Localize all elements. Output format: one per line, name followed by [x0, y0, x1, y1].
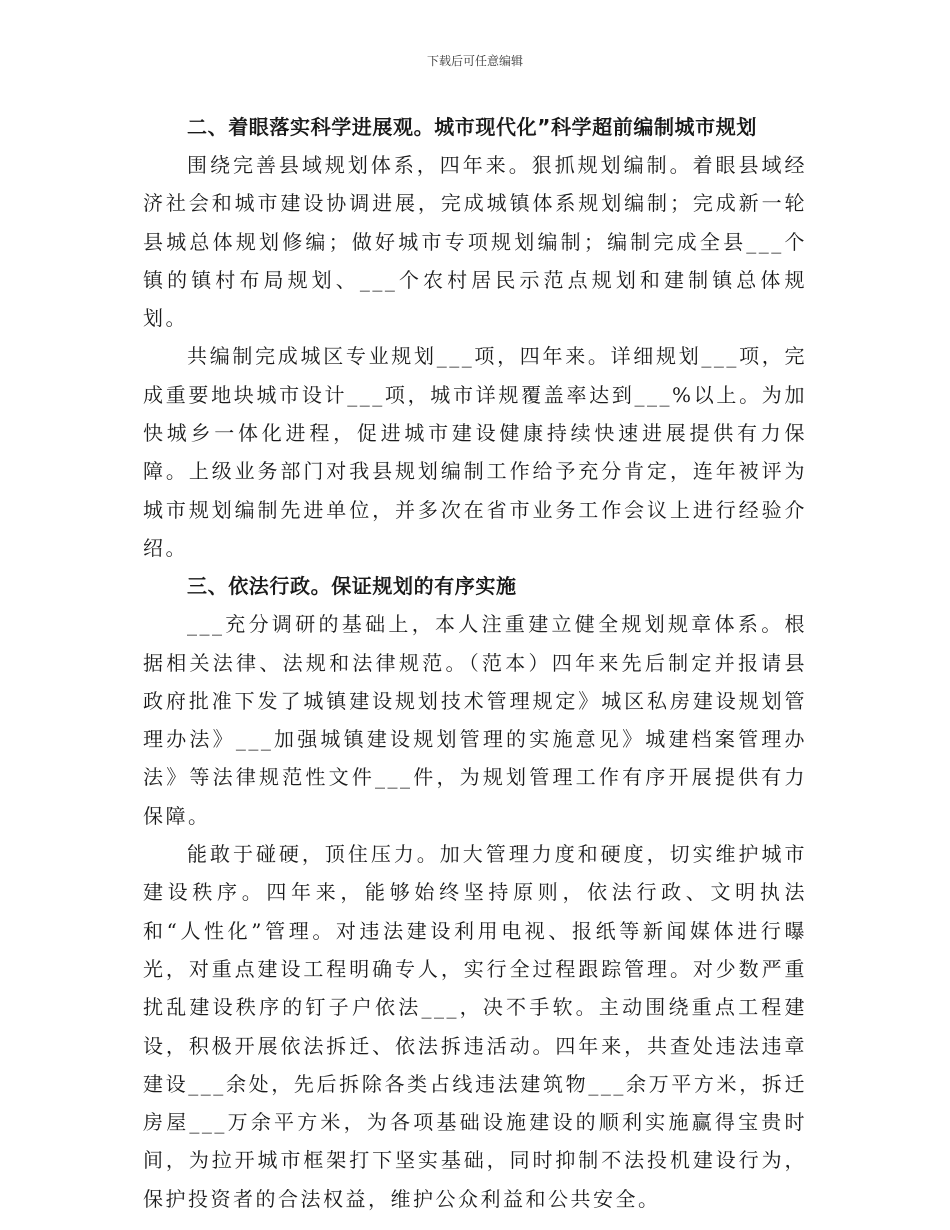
body-paragraph: 围绕完善县域规划体系，四年来。狠抓规划编制。着眼县域经济社会和城市建设协调进展，完成城镇体系规划编制；完成新一轮县城总体规划修编；做好城市专项规划编制；编制完成全县___个镇的镇村布局规划、___个农村居民示范点规划和建制镇总体规划。: [143, 153, 807, 331]
document-body: [143, 108, 807, 1218]
body-paragraph: 能敢于碰硬，顶住压力。加大管理力度和硬度，切实维护城市建设秩序。四年来，能够始终坚持原则，依法行政、文明执法和“人性化”管理。对违法建设利用电视、报纸等新闻媒体进行曝光，对重点建设工程明确专人，实行全过程跟踪管理。对少数严重扰乱建设秩序的钉子户依法___，决不手软。主动围绕重点工程建设，积极开展依法拆迁、依法拆违活动。四年来，共查处违法违章建设___余处，先后拆除各类占线违法建筑物___余万平方米，拆迁房屋___万余平方米，为各项基础设施建设的顺利实施赢得宝贵时间，为拉开城市框架打下坚实基础，同时抑制不法投机建设行为，保护投资者的合法权益，维护公众利益和公共安全。: [143, 842, 807, 1211]
page-header-note: 下载后可任意编辑: [426, 54, 523, 68]
body-paragraph: ___充分调研的基础上，本人注重建立健全规划规章体系。根据相关法律、法规和法律规范。（范本）四年来先后制定并报请县政府批准下发了城镇建设规划技术管理规定》城区私房建设规划管理办法》___加强城镇建设规划管理的实施意见》城建档案管理办法》等法律规范性文件___件，为规划管理工作有序开展提供有力保障。: [143, 612, 807, 828]
section-heading-administration: 三、依法行政。保证规划的有序实施: [187, 574, 517, 599]
section-heading-planning: 二、着眼落实科学进展观。城市现代化”科学超前编制城市规划: [187, 115, 757, 139]
body-paragraph: 共编制完成城区专业规划___项，四年来。详细规划___项，完成重要地块城市设计___项，城市详规覆盖率达到___%以上。为加快城乡一体化进程，促进城市建设健康持续快速进展提供有力保障。上级业务部门对我县规划编制工作给予充分肯定，连年被评为城市规划编制先进单位，并多次在省市业务工作会议上进行经验介绍。: [143, 344, 807, 560]
